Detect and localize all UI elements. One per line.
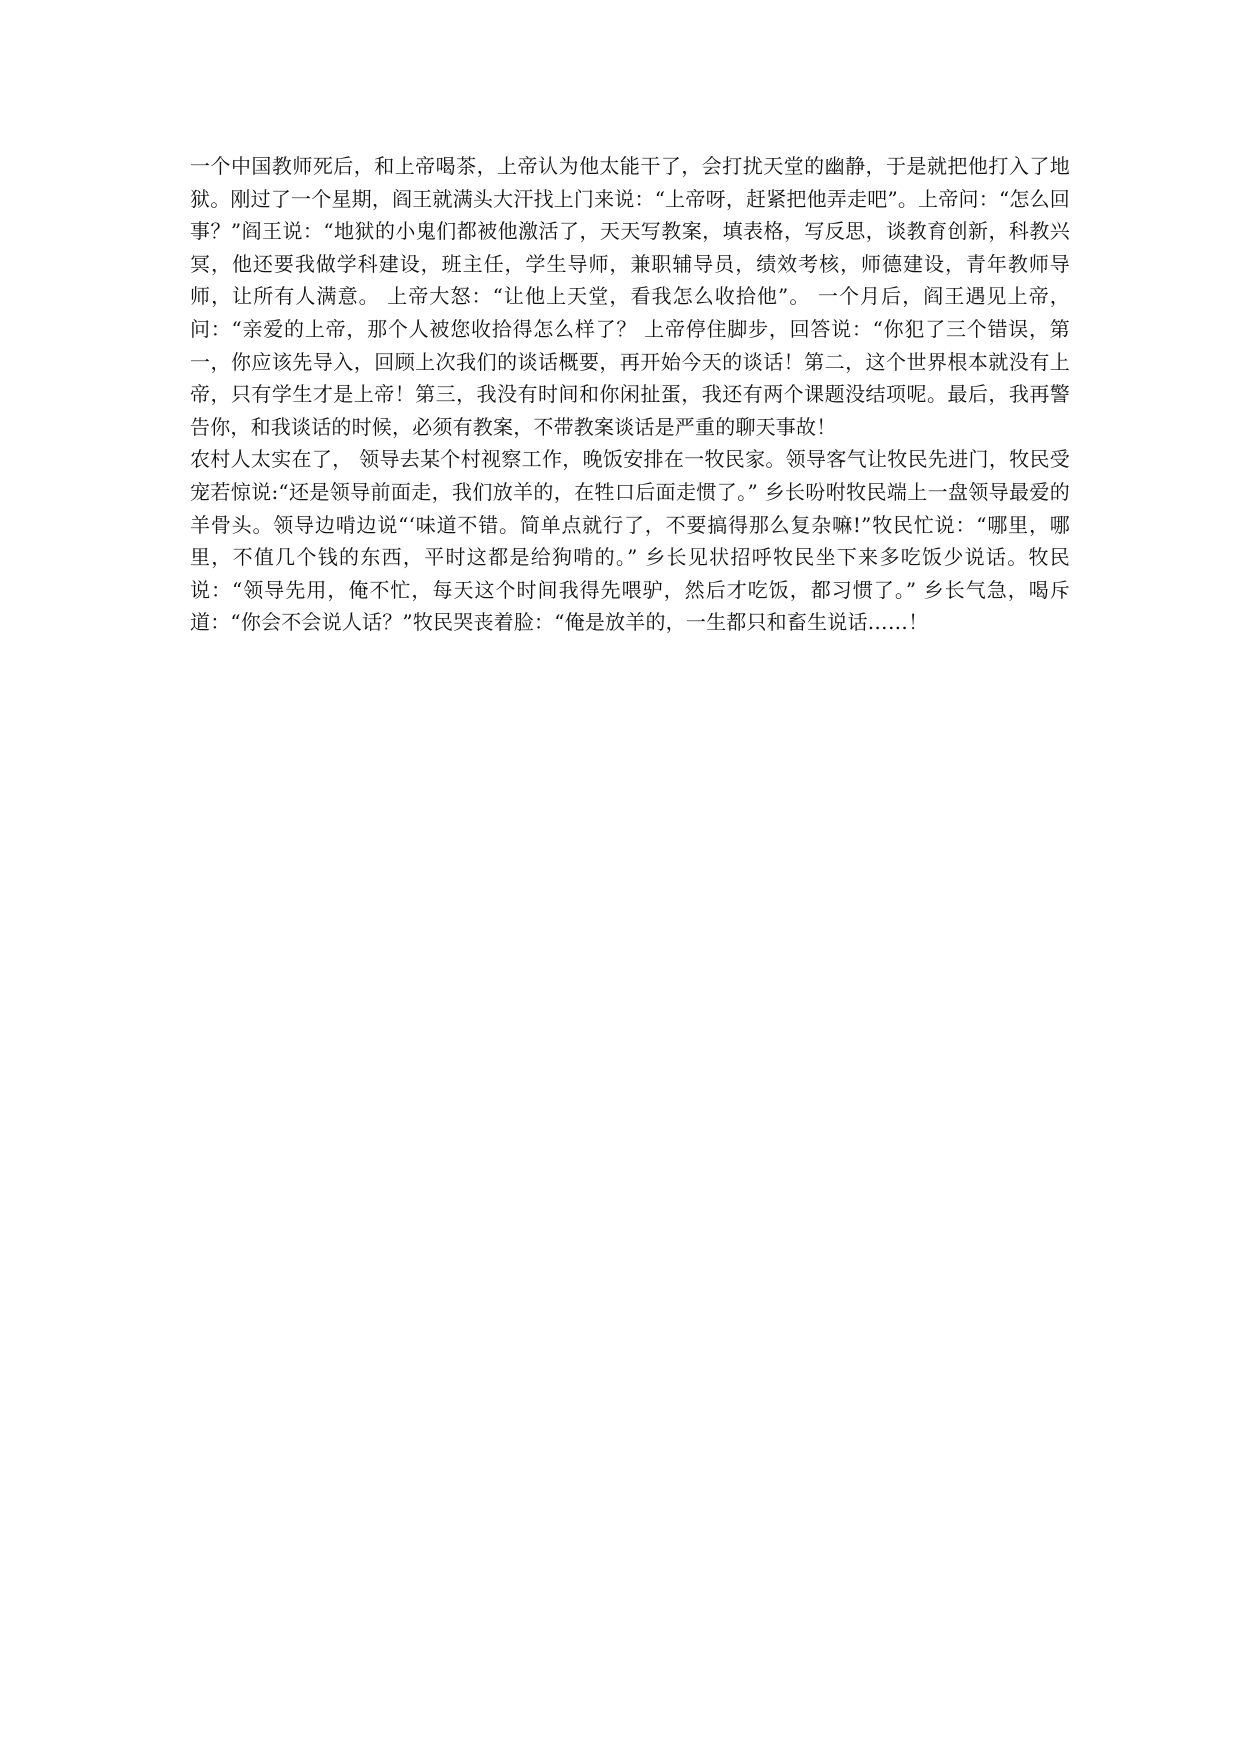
paragraph-teacher-joke: 一个中国教师死后，和上帝喝茶，上帝认为他太能干了，会打扰天堂的幽静，于是就把他打入了地狱。刚过了一个星期，阎王就满头大汗找上门来说：“上帝呀，赶紧把他弄走吧”。上帝问：“怎么回事？”阎王说：“地狱的小鬼们都被他激活了，天天写教案，填表格，写反思，谈教育创新，科教兴冥，他还要我做学科建设，班主任，学生导师，兼职辅导员，绩效考核，师德建设，青年教师导师，让所有人满意。 上帝大怒：“让他上天堂，看我怎么收拾他”。 一个月后，阎王遇见上帝，问：“亲爱的上帝，那个人被您收拾得怎么样了？ 上帝停住脚步，回答说：“你犯了三个错误，第一，你应该先导入，回顾上次我们的谈话概要，再开始今天的谈话！第二，这个世界根本就没有上帝，只有学生才是上帝！第三，我没有时间和你闲扯蛋，我还有两个课题没结项呢。最后，我再警告你，和我谈话的时候，必须有教案，不带教案谈话是严重的聊天事故！ [190,154,1070,439]
paragraph-herder-joke: 农村人太实在了， 领导去某个村视察工作，晚饭安排在一牧民家。领导客气让牧民先进门，牧民受宠若惊说:“还是领导前面走，我们放羊的，在牲口后面走惯了。” 乡长吩咐牧民端上一盘领导最爱的羊骨头。领导边啃边说“‘味道不错。简单点就行了，不要搞得那么复杂嘛!”牧民忙说：“哪里，哪里，不值几个钱的东西，平时这都是给狗啃的。” 乡长见状招呼牧民坐下来多吃饭少说话。牧民说：“领导先用，俺不忙，每天这个时间我得先喂驴，然后才吃饭，都习惯了。” 乡长气急，喝斥道：“你会不会说人话？”牧民哭丧着脸：“俺是放羊的，一生都只和畜生说话……！ [190,447,1070,635]
document-body [190,150,1070,639]
